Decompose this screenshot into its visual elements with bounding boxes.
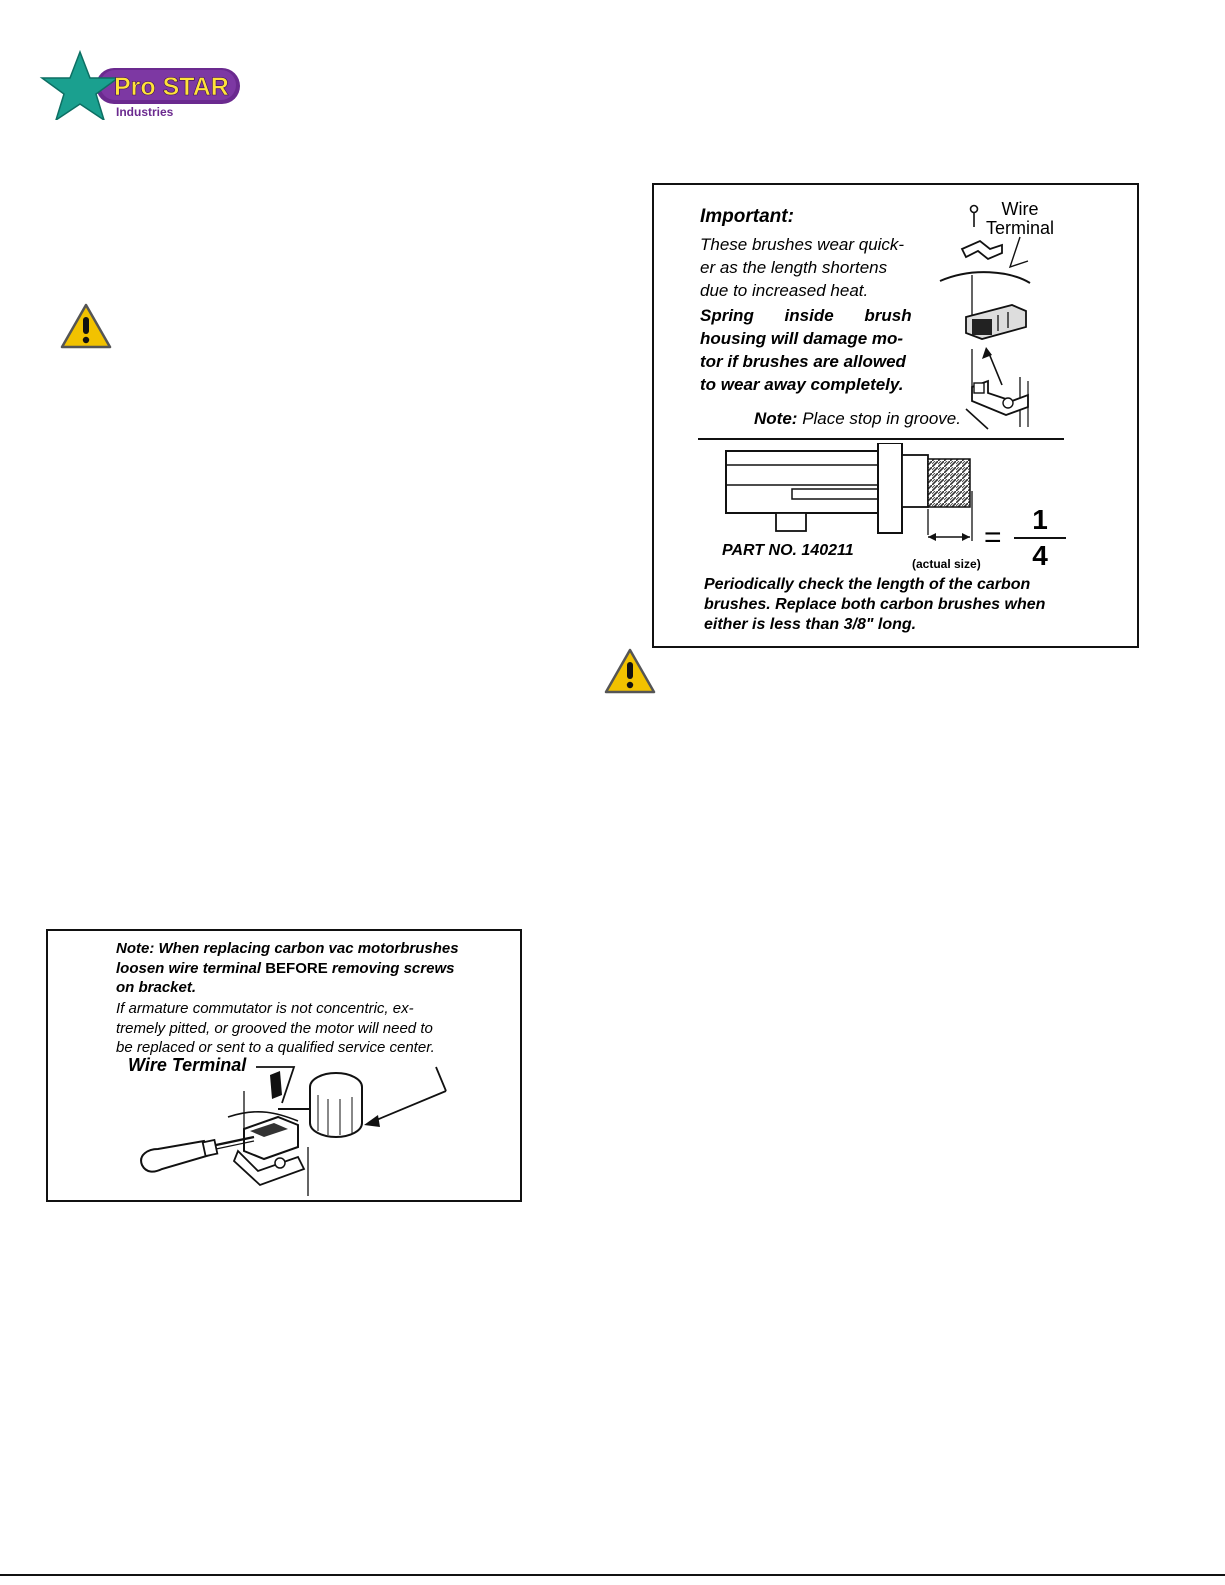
brush-wear-panel <box>652 183 1139 648</box>
motor-brush-replacement-panel <box>46 929 522 1202</box>
logo-brand: Pro STAR <box>114 73 229 101</box>
warning-triangle-icon <box>604 648 656 694</box>
place-stop-note: Note: Place stop in groove. <box>754 409 961 428</box>
fraction: 1 4 <box>1014 505 1066 571</box>
important-label: Important: <box>700 206 794 227</box>
actual-size-label: (actual size) <box>912 557 981 571</box>
important-body: These brushes wear quick- er as the length shortens due to increased heat. <box>700 235 905 300</box>
part-number: PART NO. 140211 <box>722 542 854 559</box>
wire-terminal-label: Wire Terminal <box>128 1055 247 1075</box>
wire-terminal-label: Wire Terminal <box>986 199 1055 238</box>
dimension-arrow <box>924 527 984 547</box>
footer-rule <box>0 1574 1225 1576</box>
carbon-brush-side-view <box>722 443 1062 543</box>
equals-sign: = <box>984 521 1002 554</box>
armature-note: If armature commutator is not concentric, ex- tremely pitted, or grooved the motor will need to be replaced or sent to a qualified service center. <box>116 1000 435 1056</box>
motor-brush-drawing <box>128 1061 458 1196</box>
spring-warning-body: Spring inside brush housing will damage mo- tor if brushes are allowed to wear away completely. <box>700 306 912 394</box>
prostar-logo <box>36 48 246 120</box>
logo-sub: Industries <box>116 105 174 119</box>
replacement-note: Note: When replacing carbon vac motorbrushes loosen wire terminal BEFORE removing screws on bracket. <box>116 940 459 996</box>
star-icon <box>42 52 118 120</box>
check-length-instructions: Periodically check the length of the carbon brushes. Replace both carbon brushes when either is less than 3/8" long. <box>704 576 1046 633</box>
warning-triangle-icon <box>60 303 112 349</box>
panel-divider <box>698 438 1064 440</box>
